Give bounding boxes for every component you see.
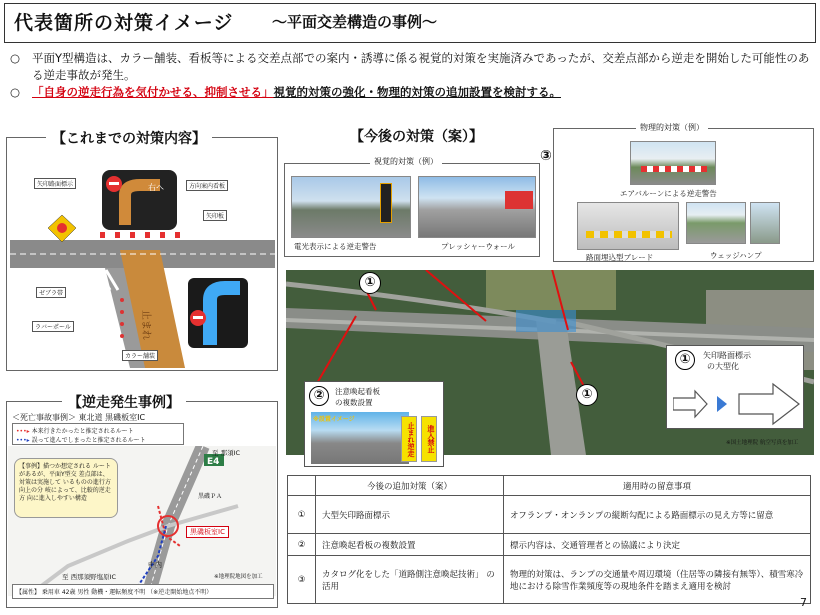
summary-text-2: 視覚的対策の強化・物理的対策の追加設置を検討する。 — [273, 85, 561, 99]
svg-text:E4: E4 — [207, 457, 220, 467]
aerial-marker-1a: ① — [359, 272, 381, 294]
table-header-measure: 今後の追加対策（案） — [316, 476, 504, 496]
summary — [10, 50, 815, 101]
callout-warning-signs — [304, 381, 444, 467]
label-rubber-pole: ラバーポール — [32, 321, 74, 332]
table-cell-note: オフランプ・オンランプの縦断勾配による路面標示の見え方等に留意 — [504, 496, 811, 534]
blade-strip-icon — [586, 231, 672, 238]
table-cell-measure: 大型矢印路面標示 — [316, 496, 504, 534]
incident-case-title: ＜死亡事故事例＞ 東北道 黒磯板室IC — [12, 413, 146, 422]
physical-measures-title: 物理的対策（例） — [636, 122, 708, 133]
table-cell-no: ② — [288, 534, 316, 556]
bullet-circle-icon: ○ — [10, 85, 21, 99]
small-arrow-icon — [673, 391, 707, 417]
table-cell-measure: 注意喚起看板の複数設置 — [316, 534, 504, 556]
balloon-bar-icon — [641, 166, 707, 172]
sign-no-entry: 進入禁止 — [421, 416, 437, 462]
table-row — [288, 496, 811, 534]
summary-text-1: 平面Y型構造は、カラー舗装、看板等による交差点部での案内・誘導に係る視覚的対策を実施済みであったが、交差点部から逆走を開始した可能性のある逆走事故が発生。 — [32, 51, 810, 82]
label-arrow-board: 矢印板 — [203, 210, 227, 221]
legend-red-dots: •••▸ — [16, 428, 30, 435]
caption-wedge-hump: ウェッジハンプ — [710, 251, 762, 260]
past-measures-heading: 【これまでの対策内容】 — [46, 128, 212, 148]
caption-led-warning: 電光表示による逆走警告 — [294, 242, 377, 251]
caption-embedded-blade: 路面埋込型ブレード — [586, 253, 654, 262]
summary-bullet-2 — [10, 84, 815, 101]
callout-arrow-marking — [666, 345, 804, 429]
callout1-title: 矢印路面標示 — [703, 351, 751, 360]
incident-note: 【事例】描つか想定される ルートがあるが、平面Y型交 差点部は、対策は実施して いるものの進行方向上の分 岐によって、比較的逆走方 向に進入しやすい構造 — [14, 458, 118, 518]
caption-air-balloon: エアバルーンによる逆走警告 — [620, 189, 717, 198]
incident-legend — [12, 423, 184, 445]
future-heading: 【今後の対策（案）】 — [344, 126, 489, 146]
page-subtitle: ～平面交差構造の事例～ — [272, 13, 438, 31]
table-cell-no: ③ — [288, 556, 316, 604]
page-number: 7 — [800, 596, 807, 609]
photo-air-balloon — [630, 141, 716, 185]
pressure-wall-icon — [505, 191, 533, 209]
large-arrow-icon — [739, 384, 799, 424]
callout2-sub: の複数設置 — [335, 398, 373, 407]
table-cell-note: 物理的対策は、ランプの交通量や周辺環境（住居等の隣接有無等）、積雪寒冷地における除雪作業頻度等の現地条件を踏まえ適用を検討 — [504, 556, 811, 604]
table-row — [288, 534, 811, 556]
page-title: 代表箇所の対策イメージ — [14, 12, 234, 34]
label-zebra: ゼブラ帯 — [36, 287, 66, 298]
table-cell-no: ① — [288, 496, 316, 534]
photo-wedge-hump — [686, 202, 746, 244]
visual-measures-title: 視覚的対策（例） — [370, 156, 442, 167]
map-credit-incident: ※地理院地図を加工 — [214, 574, 263, 580]
ic-label: 黒磯板室IC — [186, 526, 229, 538]
marker-3: ③ — [540, 148, 552, 164]
photo-embedded-blade — [577, 202, 679, 250]
led-sign-icon — [380, 183, 392, 223]
svg-text:右へ: 右へ — [148, 183, 164, 192]
measures-table — [287, 475, 811, 604]
bullet-circle-icon: ○ — [10, 51, 21, 65]
label-arrow-marking: 矢印路面標示 — [34, 178, 76, 189]
arrow-enlargement-graphic — [673, 382, 801, 426]
sign-install-photo — [311, 412, 409, 464]
summary-bullet-1 — [10, 50, 815, 84]
table-cell-measure: カタログ化をした「道路側注意喚起技術」 の活用 — [316, 556, 504, 604]
label-color-pavement: カラー舗装 — [122, 350, 158, 361]
legend-1: 本来行きたかったと推定されるルート — [31, 428, 134, 435]
sign-install-sample: ※設置イメージ — [313, 416, 355, 423]
place-top: 至 那須IC — [212, 449, 241, 457]
photo-wedge-hump-detail — [750, 202, 780, 244]
sign-wrong-way: 止まれ逆走 — [401, 416, 417, 462]
triangle-arrow-icon — [717, 396, 727, 412]
arrow-markings — [100, 232, 180, 238]
table-header-no — [288, 476, 316, 496]
legend-2: 誤って進んでしまったと推定されるルート — [31, 437, 146, 444]
callout2-marker: ② — [309, 386, 329, 406]
callout1-marker: ① — [675, 350, 695, 370]
callout1-sub: の大型化 — [707, 362, 739, 371]
aerial-marker-1b: ① — [576, 384, 598, 406]
summary-highlight: 「自身の逆走行為を気付かせる、抑制させる」 — [32, 85, 274, 99]
table-header-note: 適用時の留意事項 — [504, 476, 811, 496]
incident-heading: 【逆走発生事例】 — [62, 392, 186, 412]
table-cell-note: 標示内容は、交通管理者との協議により決定 — [504, 534, 811, 556]
legend-blue-dots: •••▸ — [16, 437, 30, 444]
label-direction-sign: 方向案内看板 — [186, 180, 228, 191]
caption-pressure-wall: プレッシャーウォール — [441, 242, 516, 251]
incident-attributes: 【属性】 乗用車 42歳 男性 動機・運転頻度不明 （※逆走開始地点不明） — [12, 584, 274, 599]
callout2-title: 注意喚起看板 — [335, 387, 380, 396]
place-mid: 中内 — [148, 561, 162, 569]
svg-text:止まれ: 止まれ — [140, 310, 151, 340]
pa-label: 黒磯ＰＡ — [198, 493, 223, 500]
table-row — [288, 556, 811, 604]
place-bottom: 至 西那須野塩原IC — [62, 573, 117, 581]
photo-pressure-wall — [418, 176, 536, 238]
aerial-credit: ※国土地理院 航空写真を加工 — [726, 440, 799, 446]
table-header-row — [288, 476, 811, 496]
photo-led-warning — [291, 176, 411, 238]
